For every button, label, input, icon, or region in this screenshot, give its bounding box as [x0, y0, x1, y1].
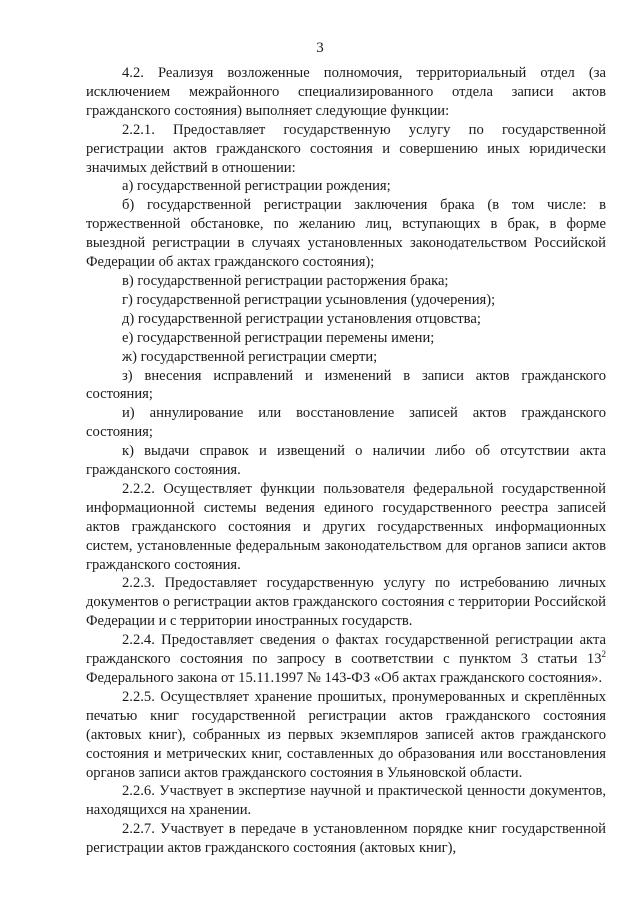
list-item-g: г) государственной регистрации усыновления (удочерения); [122, 291, 496, 308]
paragraph-2-2-4-text-end: Федерального закона от 15.11.1997 № 143-ФЗ «Об актах гражданского состояния». [86, 670, 603, 686]
paragraph-2-2-5: 2.2.5. Осуществляет хранение прошитых, пронумерованных и скреплённых печатью книг государственной регистрации актов гражданского состояния (актовых книг), собранных из первых экземпляров записей актов гражданского состояния и метрических книг, составленных до образования или восстановления органов записи актов гражданского состояния в Ульяновской области. [86, 688, 606, 781]
paragraph-2-2-1: 2.2.1. Предоставляет государственную услугу по государственной регистрации актов гражданского состояния и совершению иных юридически значимых действий в отношении: [86, 121, 606, 176]
list-item-b: б) государственной регистрации заключения брака (в том числе: в торжественной обстановке, по желанию лиц, вступающих в брак, в форме выездной регистрации в случаях установленных законодательством Российской Федерации об актах гражданского состояния); [86, 197, 606, 271]
paragraph-2-2-6: 2.2.6. Участвует в экспертизе научной и практической ценности документов, находящихся на хранении. [86, 783, 606, 819]
paragraph-2-2-7: 2.2.7. Участвует в передаче в установленном порядке книг государственной регистрации актов гражданского состояния (актовых книг), [86, 821, 606, 857]
list-item-a: а) государственной регистрации рождения; [122, 178, 391, 195]
list-item-i: и) аннулирование или восстановление записей актов гражданского состояния; [86, 405, 606, 441]
paragraph-2-2-3: 2.2.3. Предоставляет государственную услугу по истребованию личных документов о регистрации актов гражданского состояния с территории Российской Федерации и с территории иностранных государств. [86, 575, 606, 630]
page-number: 3 [316, 40, 324, 56]
document-body [86, 64, 606, 858]
paragraph-2-2-4-text: 2.2.4. Предоставляет сведения о фактах государственной регистрации акта гражданского состояния по запросу в соответствии с пунктом 3 статьи 13 [86, 632, 606, 668]
superscript: 2 [601, 649, 606, 660]
paragraph-2-2-4 [86, 631, 606, 688]
paragraph-2-2-2: 2.2.2. Осуществляет функции пользователя федеральной государственной информационной системы ведения единого государственного реестра записей актов гражданского состояния и других государственных информационных систем, установленные федеральным законодательством для органов записи актов гражданского состояния. [86, 480, 606, 573]
list-item-e: е) государственной регистрации перемены имени; [122, 329, 435, 346]
paragraph-4-2: 4.2. Реализуя возложенные полномочия, территориальный отдел (за исключением межрайонного специализированного отдела записи актов гражданского состояния) выполняет следующие функции: [86, 65, 606, 119]
list-item-zh: ж) государственной регистрации смерти; [122, 348, 378, 365]
list-item-z: з) внесения исправлений и изменений в записи актов гражданского состояния; [86, 367, 606, 403]
list-item-d: д) государственной регистрации установления отцовства; [122, 310, 481, 327]
list-item-v: в) государственной регистрации расторжения брака; [122, 272, 449, 289]
list-item-k: к) выдачи справок и извещений о наличии либо об отсутствии акта гражданского состояния. [86, 443, 606, 479]
